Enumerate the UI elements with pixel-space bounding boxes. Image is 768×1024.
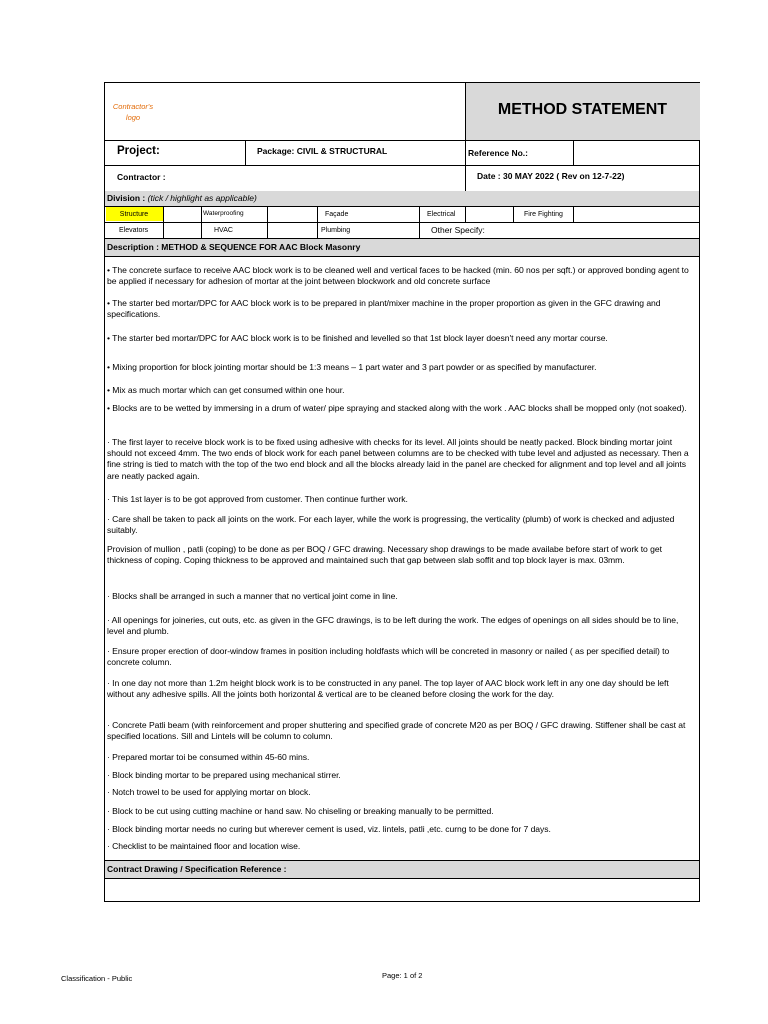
division-plumbing[interactable]: Plumbing <box>321 227 351 234</box>
date-label: Date : 30 MAY 2022 ( Rev on 12-7-22) <box>477 171 625 181</box>
page-number: Page: 1 of 2 <box>382 971 423 980</box>
list-item: • The starter bed mortar/DPC for AAC block work is to be finished and levelled so that 1st block layer doesn't need any mortar course. <box>107 333 608 343</box>
list-item: · Ensure proper erection of door-window frames in position including holdfasts which will be concreted in masonry or nailed ( as per specified detail) to concrete column. <box>107 646 670 668</box>
list-item: · Prepared mortar toi be consumed within 45-60 mins. <box>107 752 310 762</box>
list-item: · In one day not more than 1.2m height block work is to be constructed in any panel. The top layer of AAC block work left in any one day should be left without any adhesive spills. All the joints both horizontal & vertical are to be cleaned before closing the work for the day. <box>107 678 669 700</box>
list-item: • The concrete surface to receive AAC block work is to be cleaned well and vertical faces to be hacked (min. 60 nos per sqft.) or approved bonding agent to be applied if necessary for adhesion of mortar at the joint between blockwork and old concrete surface <box>107 265 689 287</box>
list-item: · Concrete Patli beam (with reinforcement and proper shuttering and specified grade of concrete M20 as per BOQ / GFC drawing. Stiffener shall be cast at specified locations. Sill and Lintels will be column to column. <box>107 720 686 742</box>
list-item: · Block binding mortar to be prepared using mechanical stirrer. <box>107 770 341 780</box>
description-label: Description : METHOD & SEQUENCE FOR AAC Block Masonry <box>107 242 361 252</box>
method-statement-form <box>104 82 700 902</box>
list-item: • Mix as much mortar which can get consumed within one hour. <box>107 385 345 395</box>
division-other-specify[interactable]: Other Specify: <box>431 225 485 235</box>
list-item: · This 1st layer is to be got approved from customer. Then continue further work. <box>107 494 408 504</box>
division-note: (tick / highlight as applicable) <box>147 193 257 203</box>
list-item: · Care shall be taken to pack all joints on the work. For each layer, while the work is progressing, the verticality (plumb) of work is checked and adjusted suitably. <box>107 514 675 536</box>
contractor-label: Contractor : <box>117 172 166 182</box>
list-item: · Block binding mortar needs no curing but wherever cement is used, viz. lintels, patli ,etc. curng to be done for 7 days. <box>107 824 551 834</box>
package-label: Package: CIVIL & STRUCTURAL <box>257 146 388 156</box>
list-item: • The starter bed mortar/DPC for AAC block work is to be prepared in plant/mixer machine in the proper proportion as given in the GFC drawing and specifications. <box>107 298 661 320</box>
reference-label: Reference No.: <box>468 148 528 158</box>
list-item: • Mixing proportion for block jointing mortar should be 1:3 means – 1 part water and 3 part powder or as specified by manufacturer. <box>107 362 597 372</box>
division-facade[interactable]: Façade <box>325 211 349 218</box>
contract-drawing-label: Contract Drawing / Specification Reference : <box>107 864 287 874</box>
project-label: Project: <box>117 145 160 157</box>
list-item: · Blocks shall be arranged in such a manner that no vertical joint come in line. <box>107 591 398 601</box>
list-item: · Block to be cut using cutting machine or hand saw. No chiseling or breaking manually to be permitted. <box>107 806 494 816</box>
list-item: · The first layer to receive block work is to be fixed using adhesive with checks for its level. All joints should be neatly packed. Block binding mortar joint should not exceed 4mm. The two ends of block work for each panel between columns are to be checked with tube level and adjusted as necessary. Then a fine string is tied to match with the top of the two end block and all the blocks already laid in the panel are checked for alignment and top level and all joints are neatly packed again. <box>107 437 689 481</box>
method-body <box>105 83 699 903</box>
logo-line-1: Contractor's <box>112 102 154 111</box>
division-elevators[interactable]: Elevators <box>119 227 149 234</box>
classification-label: Classification - Public <box>61 974 133 983</box>
list-item: · All openings for joineries, cut outs, etc. as given in the GFC drawings, is to be left during the work. The edges of openings on all sides should be to line, level and plumb. <box>107 615 679 637</box>
division-hvac[interactable]: HVAC <box>214 227 233 234</box>
division-fire-fighting[interactable]: Fire Fighting <box>524 211 563 218</box>
list-item: • Blocks are to be wetted by immersing in a drum of water/ pipe spraying and stacked along with the work . AAC blocks shall be mopped only (not soaked). <box>107 403 687 413</box>
logo-line-2: logo <box>125 113 141 122</box>
list-item: · Checklist to be maintained floor and location wise. <box>107 841 301 851</box>
division-title: Division : <box>107 193 146 203</box>
list-item: Provision of mullion , patli (coping) to be done as per BOQ / GFC drawing. Necessary shop drawings to be made availabe before start of work to get thickness of coping. Coping thickness to be approved and maintained such that gap between slab soffit and top block layer is max. 03mm. <box>107 544 662 566</box>
division-electrical[interactable]: Electrical <box>427 211 456 218</box>
division-structure[interactable]: Structure <box>119 211 149 218</box>
division-waterproofing[interactable]: Waterproofing <box>203 210 244 217</box>
page-title: METHOD STATEMENT <box>497 101 668 118</box>
list-item: · Notch trowel to be used for applying mortar on block. <box>107 787 311 797</box>
